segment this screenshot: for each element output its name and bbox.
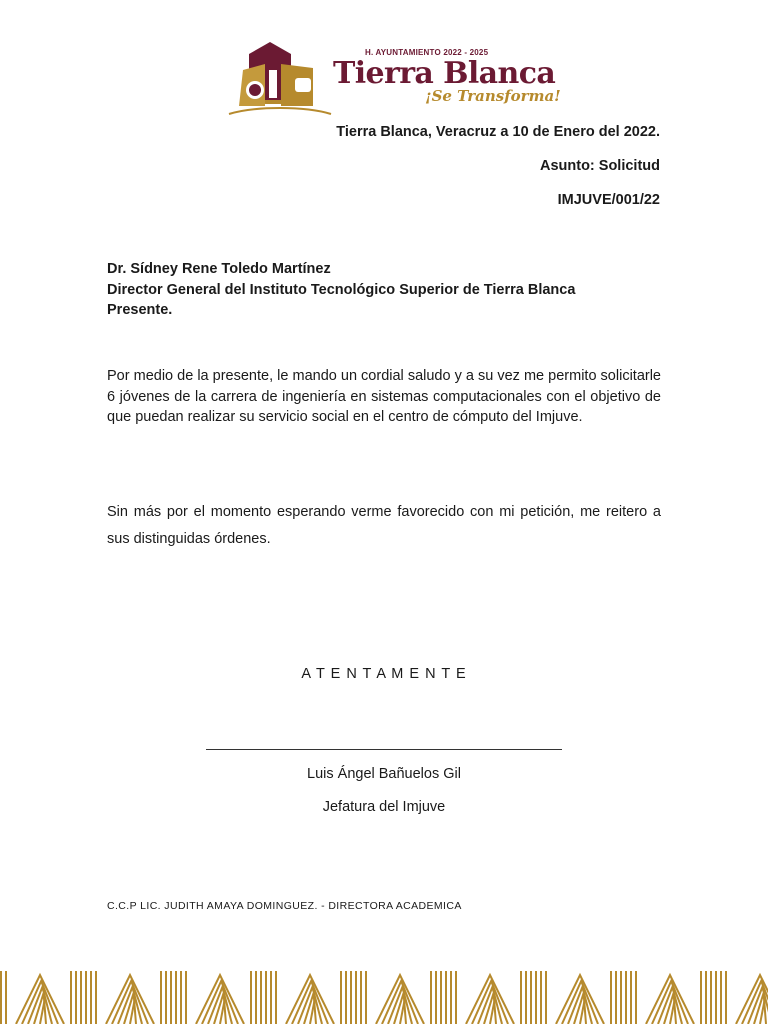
closing-salutation: A T E N T A M E N T E <box>301 666 467 682</box>
decorative-footer-pattern <box>0 965 768 1024</box>
place-date: Tierra Blanca, Veracruz a 10 de Enero del 2022. <box>336 124 660 140</box>
recipient-title: Director General del Instituto Tecnológico Superior de Tierra Blanca <box>107 281 576 298</box>
signature-line <box>206 749 562 750</box>
logo-name: Tierra Blanca <box>333 56 556 91</box>
signer-name: Luis Ángel Bañuelos Gil <box>307 766 461 782</box>
recipient-greeting: Presente. <box>107 302 173 318</box>
logo-slogan: ¡Se Transforma! <box>425 87 561 105</box>
subject-line: Asunto: Solicitud <box>539 158 660 174</box>
body-paragraph-2: Sin más por el momento esperando verme favorecido con mi petición, me reitero a sus distinguidas órdenes. <box>107 504 661 547</box>
municipal-logo <box>225 40 561 120</box>
logo-top-line: H. AYUNTAMIENTO 2022 - 2025 <box>365 48 489 57</box>
ccp-line: C.C.P LIC. JUDITH AMAYA DOMINGUEZ. - DIRECTORA ACADEMICA <box>107 900 462 912</box>
signer-position: Jefatura del Imjuve <box>322 799 446 815</box>
recipient-block <box>107 259 575 321</box>
reference-number: IMJUVE/001/22 <box>557 192 660 208</box>
recipient-name: Dr. Sídney Rene Toledo Martínez <box>107 261 331 277</box>
municipal-emblem-icon <box>225 40 335 115</box>
body-paragraph-1: Por medio de la presente, le mando un cordial saludo y a su vez me permito solicitarle 6 jóvenes de la carrera de ingeniería en sistemas computacionales con el objetivo de que puedan realizar su servicio social en el centro de cómputo del Imjuve. <box>107 368 661 425</box>
